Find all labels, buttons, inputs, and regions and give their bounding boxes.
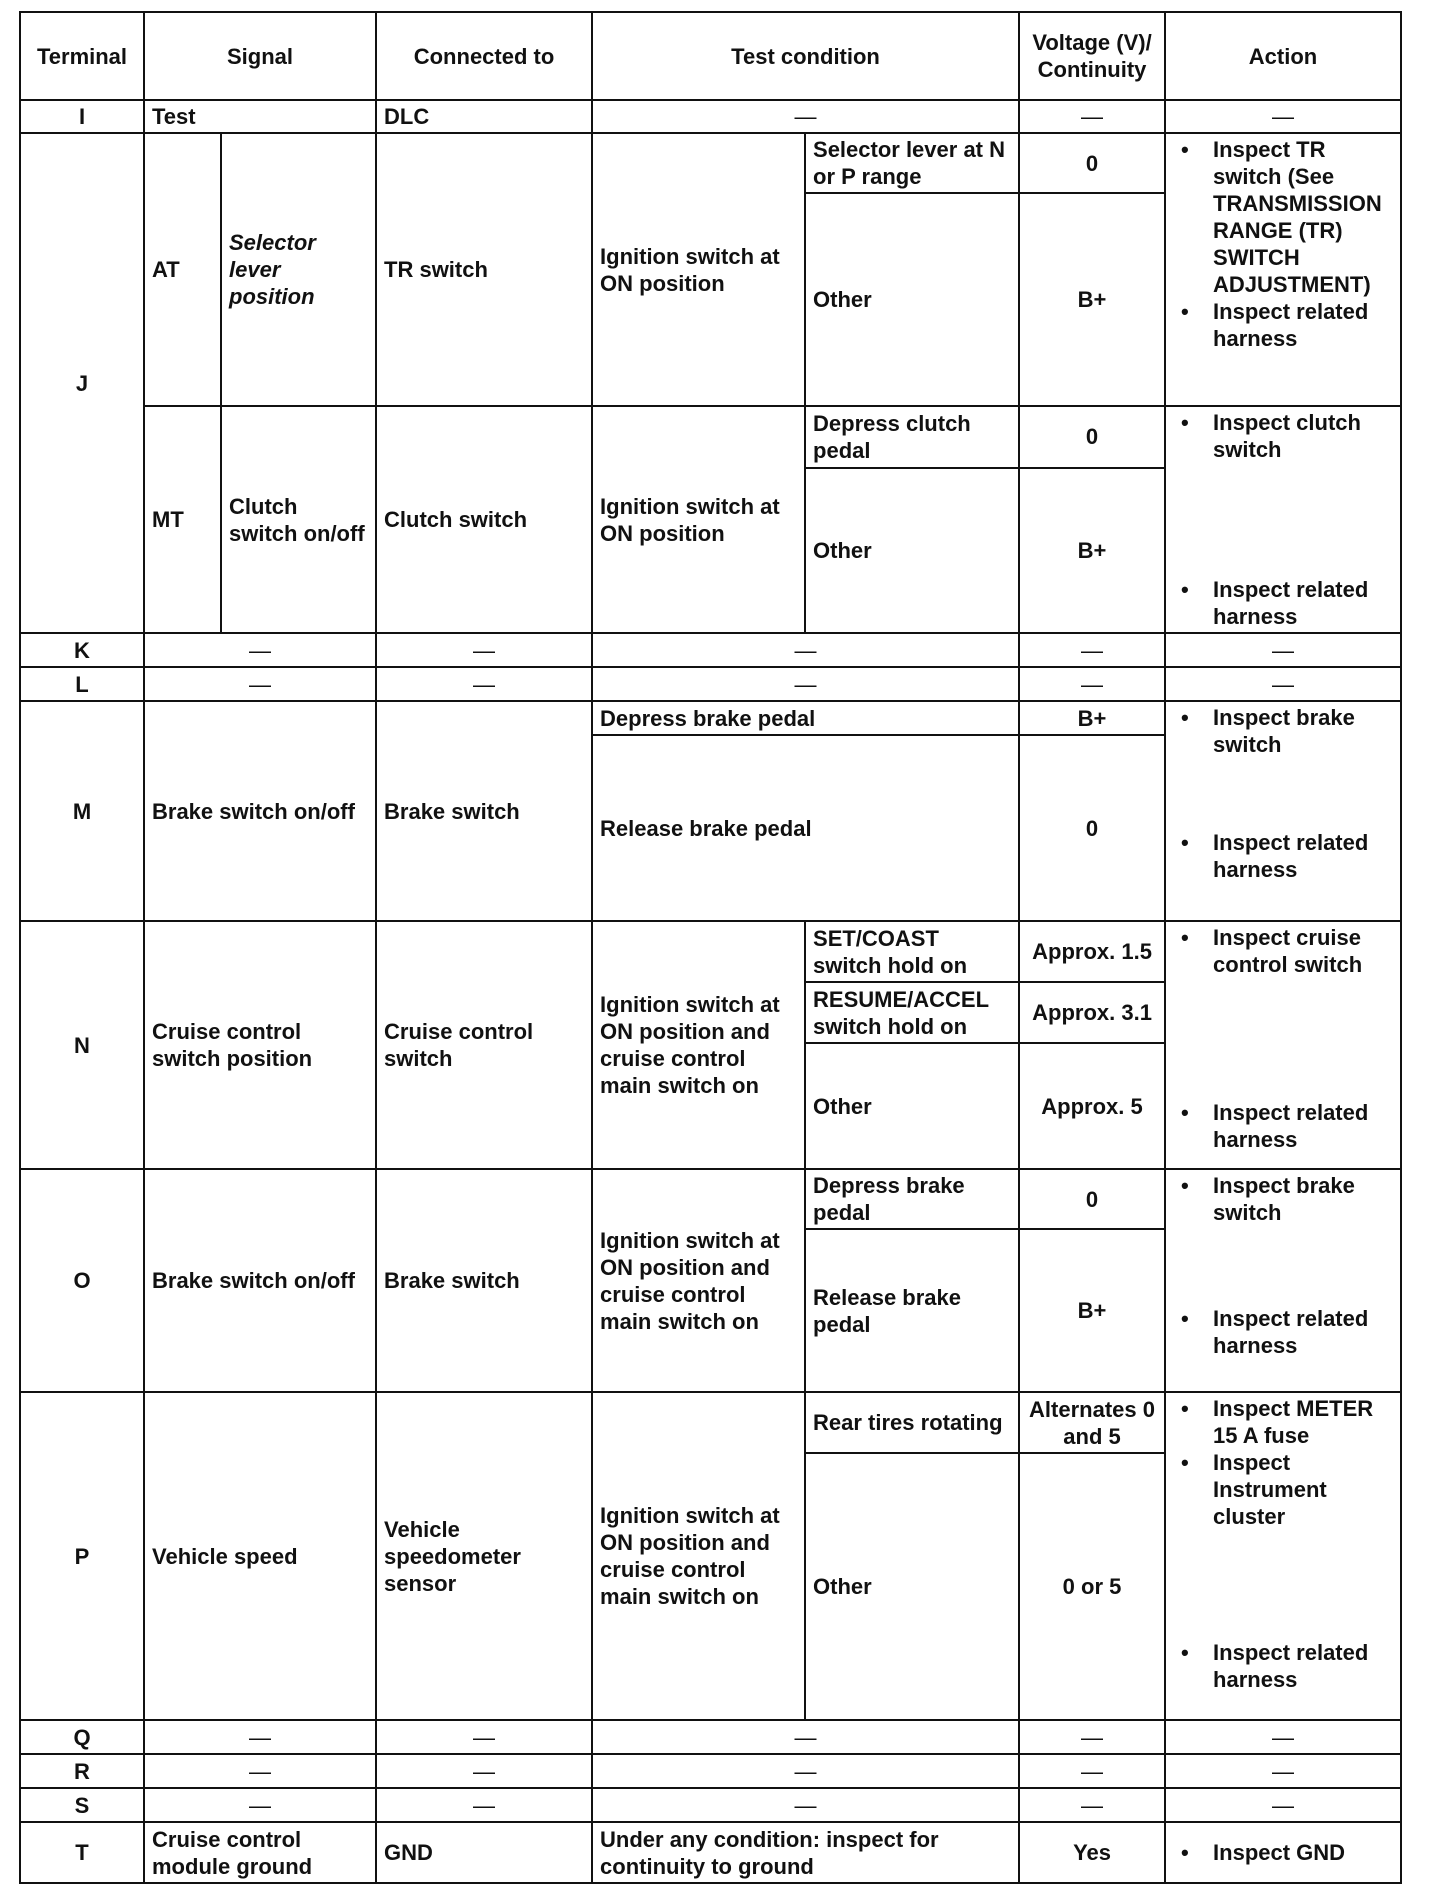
voltage-cell: B+ bbox=[1019, 1229, 1165, 1392]
action-cell bbox=[1165, 1822, 1401, 1883]
action-item: • Inspect related harness bbox=[1173, 1099, 1396, 1153]
signal-cell: — bbox=[144, 1754, 376, 1788]
header-voltage: Voltage (V)/ Continuity bbox=[1019, 12, 1165, 100]
table-row bbox=[20, 1788, 1401, 1822]
action-item: • Inspect cruise control switch bbox=[1173, 924, 1396, 978]
voltage-cell: Approx. 1.5 bbox=[1019, 921, 1165, 982]
action-cell bbox=[1165, 701, 1401, 921]
voltage-cell: 0 or 5 bbox=[1019, 1453, 1165, 1720]
connected-cell: — bbox=[376, 1720, 592, 1754]
action-cell: — bbox=[1165, 100, 1401, 133]
voltage-cell: B+ bbox=[1019, 701, 1165, 735]
connected-cell: — bbox=[376, 633, 592, 667]
subcondition-cell: Rear tires rotating bbox=[805, 1392, 1019, 1453]
action-item: • Inspect brake switch bbox=[1173, 1172, 1396, 1226]
header-terminal: Terminal bbox=[20, 12, 144, 100]
action-cell bbox=[1165, 921, 1401, 1169]
table-row bbox=[20, 701, 1401, 735]
voltage-cell: Approx. 3.1 bbox=[1019, 982, 1165, 1043]
signal-cell: Brake switch on/off bbox=[144, 701, 376, 921]
voltage-cell: — bbox=[1019, 633, 1165, 667]
header-signal: Signal bbox=[144, 12, 376, 100]
table-row bbox=[20, 667, 1401, 701]
action-item: • Inspect related harness bbox=[1173, 298, 1396, 352]
voltage-cell: — bbox=[1019, 1788, 1165, 1822]
signal-type-cell: AT bbox=[144, 133, 221, 406]
condition-cell: — bbox=[592, 1788, 1019, 1822]
condition-cell: Ignition switch at ON position and cruise control main switch on bbox=[592, 1169, 805, 1392]
condition-cell: Depress brake pedal bbox=[592, 701, 1019, 735]
action-item: • Inspect related harness bbox=[1173, 576, 1396, 630]
condition-cell: — bbox=[592, 100, 1019, 133]
condition-cell: Ignition switch at ON position and cruise control main switch on bbox=[592, 1392, 805, 1720]
terminal-cell: O bbox=[20, 1169, 144, 1392]
voltage-cell: Alternates 0 and 5 bbox=[1019, 1392, 1165, 1453]
table-row bbox=[20, 921, 1401, 982]
signal-cell: — bbox=[144, 667, 376, 701]
action-item: • Inspect related harness bbox=[1173, 829, 1396, 883]
connected-cell: GND bbox=[376, 1822, 592, 1883]
action-cell: — bbox=[1165, 667, 1401, 701]
table-row bbox=[20, 1169, 1401, 1229]
table-row bbox=[20, 1822, 1401, 1883]
action-item: • Inspect Instrument cluster bbox=[1173, 1449, 1396, 1530]
voltage-cell: — bbox=[1019, 667, 1165, 701]
signal-cell: Brake switch on/off bbox=[144, 1169, 376, 1392]
subcondition-cell: SET/COAST switch hold on bbox=[805, 921, 1019, 982]
terminal-cell: I bbox=[20, 100, 144, 133]
table-row bbox=[20, 1720, 1401, 1754]
subcondition-cell: Other bbox=[805, 468, 1019, 633]
subcondition-cell: Depress clutch pedal bbox=[805, 406, 1019, 468]
terminal-cell: S bbox=[20, 1788, 144, 1822]
signal-cell: — bbox=[144, 1720, 376, 1754]
table-row bbox=[20, 100, 1401, 133]
terminal-cell: Q bbox=[20, 1720, 144, 1754]
voltage-cell: — bbox=[1019, 1720, 1165, 1754]
subcondition-cell: Selector lever at N or P range bbox=[805, 133, 1019, 193]
connected-cell: Brake switch bbox=[376, 701, 592, 921]
connected-cell: Clutch switch bbox=[376, 406, 592, 633]
signal-cell: Test bbox=[144, 100, 376, 133]
terminal-cell: R bbox=[20, 1754, 144, 1788]
condition-cell: Release brake pedal bbox=[592, 735, 1019, 921]
terminal-cell: M bbox=[20, 701, 144, 921]
header-row bbox=[20, 12, 1401, 100]
action-cell bbox=[1165, 1392, 1401, 1720]
action-item: • Inspect METER 15 A fuse bbox=[1173, 1395, 1396, 1449]
subcondition-cell: Other bbox=[805, 1453, 1019, 1720]
header-connected-to: Connected to bbox=[376, 12, 592, 100]
condition-cell: Ignition switch at ON position bbox=[592, 133, 805, 406]
action-item: • Inspect TR switch (See TRANSMISSION RANGE (TR) SWITCH ADJUSTMENT) bbox=[1173, 136, 1396, 298]
action-cell: — bbox=[1165, 633, 1401, 667]
condition-cell: — bbox=[592, 667, 1019, 701]
voltage-cell: 0 bbox=[1019, 1169, 1165, 1229]
action-item: • Inspect related harness bbox=[1173, 1305, 1396, 1359]
voltage-cell: 0 bbox=[1019, 406, 1165, 468]
table-row bbox=[20, 633, 1401, 667]
table-row bbox=[20, 1754, 1401, 1788]
connected-cell: Brake switch bbox=[376, 1169, 592, 1392]
subcondition-cell: RESUME/ACCEL switch hold on bbox=[805, 982, 1019, 1043]
voltage-cell: — bbox=[1019, 100, 1165, 133]
voltage-cell: Yes bbox=[1019, 1822, 1165, 1883]
connected-cell: DLC bbox=[376, 100, 592, 133]
subcondition-cell: Other bbox=[805, 193, 1019, 406]
terminal-cell: N bbox=[20, 921, 144, 1169]
action-cell bbox=[1165, 1169, 1401, 1392]
condition-cell: Under any condition: inspect for continuity to ground bbox=[592, 1822, 1019, 1883]
voltage-cell: 0 bbox=[1019, 133, 1165, 193]
action-cell: — bbox=[1165, 1720, 1401, 1754]
action-cell bbox=[1165, 133, 1401, 406]
header-action: Action bbox=[1165, 12, 1401, 100]
action-cell: — bbox=[1165, 1788, 1401, 1822]
signal-cell: Selector lever position bbox=[221, 133, 376, 406]
condition-cell: — bbox=[592, 633, 1019, 667]
voltage-cell: Approx. 5 bbox=[1019, 1043, 1165, 1169]
condition-cell: — bbox=[592, 1754, 1019, 1788]
table-row bbox=[20, 406, 1401, 468]
connected-cell: — bbox=[376, 667, 592, 701]
terminal-cell: P bbox=[20, 1392, 144, 1720]
voltage-cell: B+ bbox=[1019, 193, 1165, 406]
signal-cell: — bbox=[144, 1788, 376, 1822]
action-item: • Inspect related harness bbox=[1173, 1639, 1396, 1693]
signal-cell: — bbox=[144, 633, 376, 667]
condition-cell: — bbox=[592, 1720, 1019, 1754]
subcondition-cell: Release brake pedal bbox=[805, 1229, 1019, 1392]
subcondition-cell: Other bbox=[805, 1043, 1019, 1169]
connected-cell: — bbox=[376, 1788, 592, 1822]
connected-cell: TR switch bbox=[376, 133, 592, 406]
voltage-cell: 0 bbox=[1019, 735, 1165, 921]
table-row bbox=[20, 1392, 1401, 1453]
terminal-cell: T bbox=[20, 1822, 144, 1883]
connected-cell: Vehicle speedometer sensor bbox=[376, 1392, 592, 1720]
connected-cell: — bbox=[376, 1754, 592, 1788]
action-item: • Inspect GND bbox=[1173, 1839, 1393, 1866]
condition-cell: Ignition switch at ON position and cruise control main switch on bbox=[592, 921, 805, 1169]
connected-cell: Cruise control switch bbox=[376, 921, 592, 1169]
signal-cell: Clutch switch on/off bbox=[221, 406, 376, 633]
action-cell bbox=[1165, 406, 1401, 633]
signal-cell: Vehicle speed bbox=[144, 1392, 376, 1720]
terminal-cell: L bbox=[20, 667, 144, 701]
signal-cell: Cruise control module ground bbox=[144, 1822, 376, 1883]
table-row bbox=[20, 133, 1401, 193]
action-item: • Inspect clutch switch bbox=[1173, 409, 1396, 463]
header-test-condition: Test condition bbox=[592, 12, 1019, 100]
action-cell: — bbox=[1165, 1754, 1401, 1788]
subcondition-cell: Depress brake pedal bbox=[805, 1169, 1019, 1229]
condition-cell: Ignition switch at ON position bbox=[592, 406, 805, 633]
terminal-cell: J bbox=[20, 133, 144, 633]
signal-cell: Cruise control switch position bbox=[144, 921, 376, 1169]
terminal-inspection-table bbox=[19, 11, 1402, 1884]
signal-type-cell: MT bbox=[144, 406, 221, 633]
voltage-cell: — bbox=[1019, 1754, 1165, 1788]
terminal-cell: K bbox=[20, 633, 144, 667]
action-item: • Inspect brake switch bbox=[1173, 704, 1396, 758]
voltage-cell: B+ bbox=[1019, 468, 1165, 633]
